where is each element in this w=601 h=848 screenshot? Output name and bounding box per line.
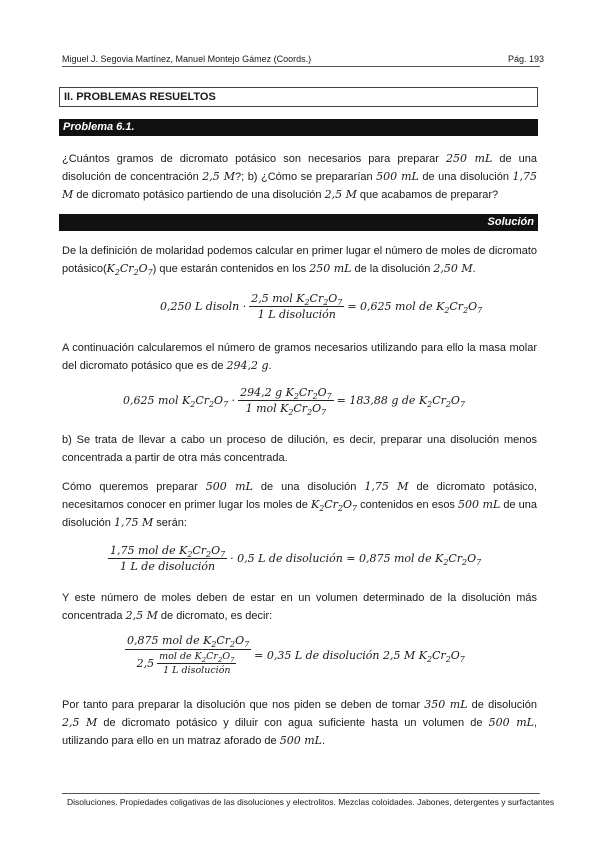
- solution-paragraph-1: De la definición de molaridad podemos calcular en primer lugar el número de moles de dicromato $potásico(K_2Cr_2O_7)$ que estarán contenidos en los 250 mL de la disolución 2,50 M.: [62, 245, 537, 277]
- footer-text: Disoluciones. Propiedades coligativas de las disoluciones y electrolitos. Mezclas coloidades. Jabones, detergentes y surfactantes: [67, 797, 555, 807]
- solution-paragraph-6: Por tanto para preparar la disolución que nos piden se deben de tomar 350 mL de disolución 2,5 M de dicromato potásico y diluir con agua suficiente hasta un volumen de 500 mL, utilizando para ello en un matraz aforado de 500 mL.: [62, 698, 537, 747]
- problem-statement: ¿Cuántos gramos de dicromato potásico son necesarios para preparar 250 mL de una disolución de concentración 2,5 M?; b) ¿Cómo se prepararían 500 mL de una disolución 1,75 M de dicromato potásico partiendo de una disolución 2,5 M que acabamos de preparar?: [62, 152, 538, 201]
- equation-2: 0,625 mol $K_2Cr_2O_7$ · $\frac{294,2 g K_2Cr_2O_7}{1 mol K_2Cr_2O_7}$ = 183,88 g de $K_2Cr_2O_7$: [123, 386, 465, 417]
- equation-1: 0,250 L disoln · $\frac{2,5 mol K_2Cr_2O_7}{\text{1 L disolución}}$ = 0,625 mol de $K_2Cr_2O_7$: [160, 292, 483, 321]
- header-divider: [62, 66, 540, 67]
- solution-paragraph-2: A continuación calcularemos el número de gramos necesarios utilizando para ello la masa molar del dicromato potásico que es de 294,2 g.: [62, 342, 537, 372]
- header-authors: Miguel J. Segovia Martínez, Manuel Montejo Gámez (Coords.): [62, 54, 312, 64]
- equation-3: $\frac{1,75 mol de K_2Cr_2O_7}{\text{1 L de disolución}}$ · 0,5 L de disolución = 0,875 mol de $K_2Cr_2O_7$: [110, 544, 482, 573]
- footer-divider: [62, 793, 540, 794]
- solution-paragraph-4: Cómo queremos preparar 500 mL de una disolución 1,75 M de dicromato potásico, necesitamos conocer en primer lugar los moles de $K_2Cr_2O_7$ contenidos en esos 500 mL de una disolución 1,75 M serán:: [62, 480, 538, 529]
- section-title: II. PROBLEMAS RESUELTOS: [59, 87, 538, 107]
- solution-paragraph-5: Y este número de moles deben de estar en un volumen determinado de la disolución más concentrada 2,5 M de dicromato, es decir:: [62, 592, 537, 622]
- solution-title: Solución: [59, 214, 538, 231]
- equation-4: 0,875 mol de $K_2Cr_2O_7$ 2,5 $\frac{mol de K_2Cr_2O_7}{\text{1 L disolución}}$ = 0,35 L de disolución 2,5 M $K_2Cr_2O_7$: [127, 634, 465, 676]
- solution-paragraph-3: b) Se trata de llevar a cabo un proceso de dilución, es decir, preparar una disolución menos concentrada a partir de otra más concentrada.: [62, 434, 537, 464]
- header-page-number: Pág. 193: [508, 54, 545, 64]
- problem-title: Problema 6.1.: [59, 119, 538, 136]
